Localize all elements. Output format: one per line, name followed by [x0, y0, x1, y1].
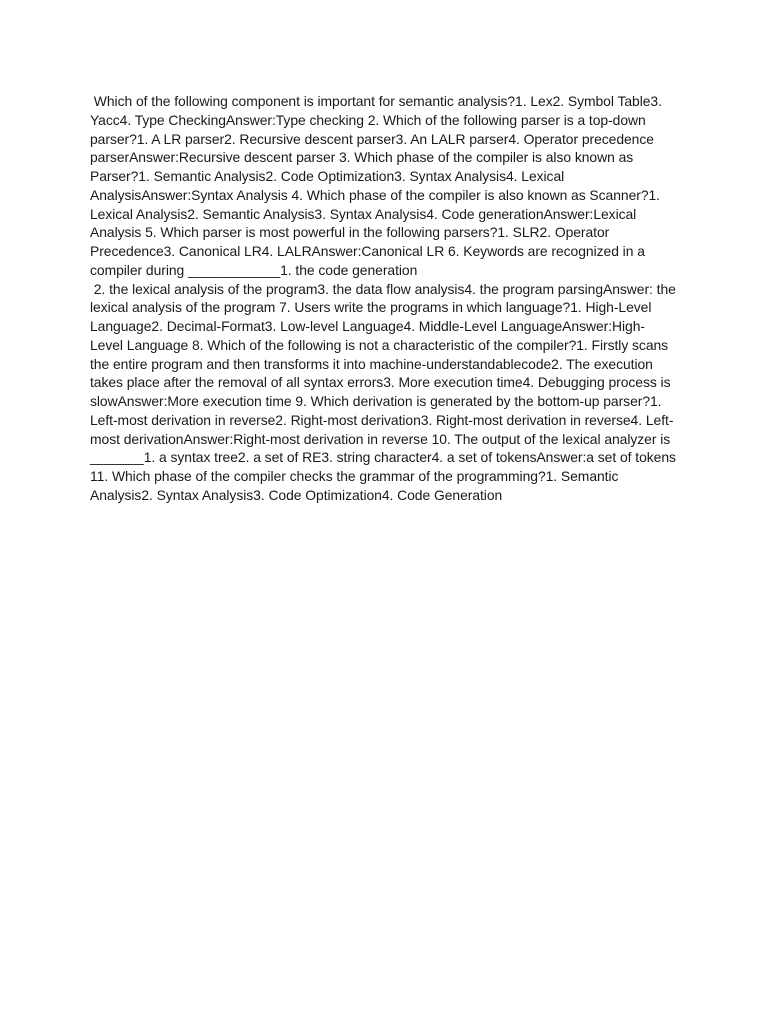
text-line: parserAnswer:Recursive descent parser 3. Which phase of the compiler is also known as	[90, 149, 634, 166]
text-line: Precedence3. Canonical LR4. LALRAnswer:Canonical LR 6. Keywords are recognized in a	[90, 243, 645, 259]
text-line: the entire program and then transforms it into machine-understandablecode2. The execution	[90, 355, 653, 372]
text-line: Level Language 8. Which of the following is not a characteristic of the compiler?1. Firstly scans	[90, 336, 669, 353]
text-line: slowAnswer:More execution time 9. Which derivation is generated by the bottom-up parser?1.	[90, 393, 662, 409]
text-line: AnalysisAnswer:Syntax Analysis 4. Which phase of the compiler is also known as Scanner?1.	[90, 186, 660, 203]
text-line: Which of the following component is important for semantic analysis?1. Lex2. Symbol Table3.	[90, 93, 662, 109]
text-line: Language2. Decimal-Format3. Low-level Language4. Middle-Level LanguageAnswer:High-	[90, 318, 645, 334]
text-line: Lexical Analysis2. Semantic Analysis3. Syntax Analysis4. Code generationAnswer:Lexical	[90, 205, 637, 222]
quiz-text-body	[90, 92, 682, 505]
text-line: 2. the lexical analysis of the program3. the data flow analysis4. the program parsingAnswer: the	[90, 280, 676, 297]
text-line: takes place after the removal of all syntax errors3. More execution time4. Debugging process is	[90, 374, 671, 391]
text-line: _______1. a syntax tree2. a set of RE3. string character4. a set of tokensAnswer:a set of tokens	[90, 449, 676, 466]
text-line: Left-most derivation in reverse2. Right-most derivation3. Right-most derivation in reverse4. Left-	[90, 411, 674, 428]
text-line: Parser?1. Semantic Analysis2. Code Optimization3. Syntax Analysis4. Lexical	[90, 168, 565, 184]
text-line: most derivationAnswer:Right-most derivation in reverse 10. The output of the lexical analyzer is	[90, 430, 671, 447]
text-line: 11. Which phase of the compiler checks the grammar of the programming?1. Semantic	[90, 468, 619, 484]
text-line: compiler during ____________1. the code generation	[90, 261, 418, 278]
text-line: Yacc4. Type CheckingAnswer:Type checking 2. Which of the following parser is a top-down	[90, 111, 646, 128]
text-line: Analysis 5. Which parser is most powerful in the following parsers?1. SLR2. Operator	[90, 224, 610, 241]
text-line: parser?1. A LR parser2. Recursive descent parser3. An LALR parser4. Operator precedence	[90, 130, 654, 147]
text-line: lexical analysis of the program 7. Users write the programs in which language?1. High-Level	[90, 299, 652, 316]
text-line: Analysis2. Syntax Analysis3. Code Optimization4. Code Generation	[90, 486, 503, 503]
